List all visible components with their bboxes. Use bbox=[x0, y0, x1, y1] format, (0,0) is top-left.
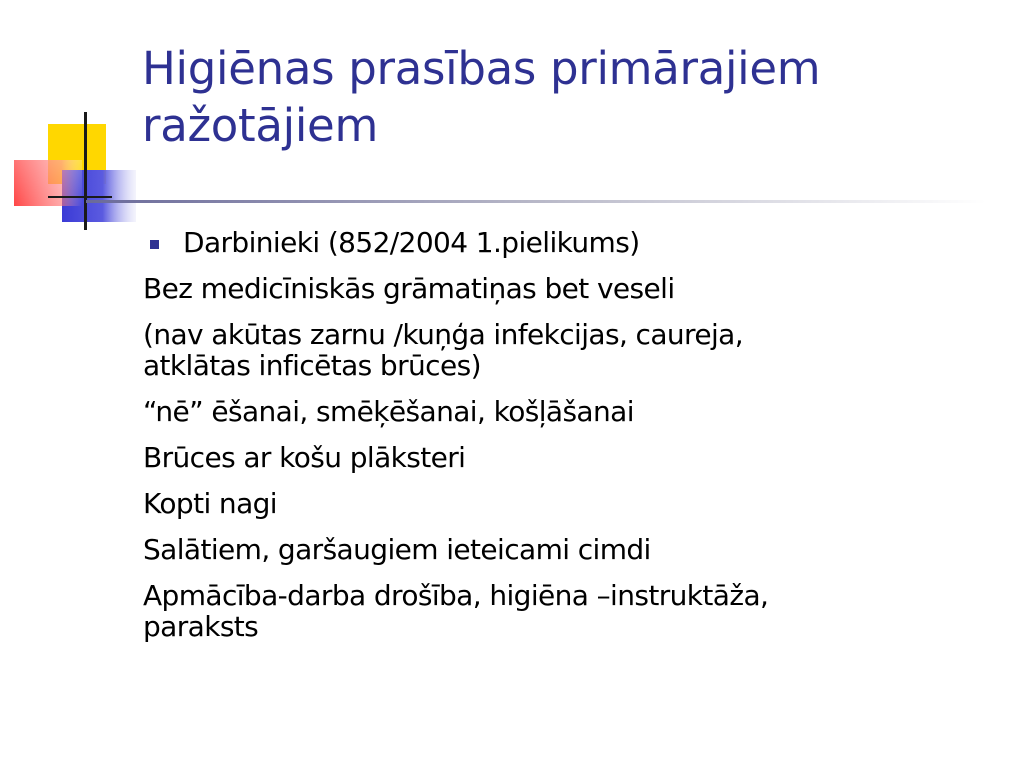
body-line bbox=[143, 319, 1003, 381]
body-line-text: Brūces ar košu plāksteri bbox=[143, 441, 466, 474]
body-line bbox=[143, 580, 1003, 642]
body-line-text: Salātiem, garšaugiem ieteicami cimdi bbox=[143, 533, 651, 566]
body-line bbox=[143, 396, 1003, 427]
title-line-1: Higiēnas prasības primārajiem bbox=[142, 42, 821, 95]
bullet-item-text: Darbinieki (852/2004 1.pielikums) bbox=[183, 226, 640, 259]
title-line-2: ražotājiem bbox=[142, 99, 378, 152]
body-line bbox=[143, 534, 1003, 565]
body-line bbox=[143, 442, 1003, 473]
horizontal-rule-short bbox=[48, 196, 112, 198]
body-line bbox=[143, 273, 1003, 304]
bullet-item bbox=[143, 227, 1003, 258]
vertical-rule bbox=[84, 112, 87, 230]
body-line-text: (nav akūtas zarnu /kuņģa infekcijas, caureja, bbox=[143, 318, 744, 351]
body-line-text: “nē” ēšanai, smēķēšanai, košļāšanai bbox=[143, 395, 634, 428]
slide-title bbox=[142, 40, 1002, 154]
horizontal-rule bbox=[86, 200, 986, 203]
square-bullet-icon bbox=[150, 240, 159, 249]
body-line-continuation: paraksts bbox=[143, 610, 259, 643]
body-line-text: Apmācība-darba drošība, higiēna –instruktāža, bbox=[143, 579, 769, 612]
body-line bbox=[143, 488, 1003, 519]
body-line-text: Bez medicīniskās grāmatiņas bet veseli bbox=[143, 272, 675, 305]
slide-body bbox=[143, 227, 1003, 657]
body-line-continuation: atklātas inficētas brūces) bbox=[143, 349, 481, 382]
body-line-text: Kopti nagi bbox=[143, 487, 277, 520]
